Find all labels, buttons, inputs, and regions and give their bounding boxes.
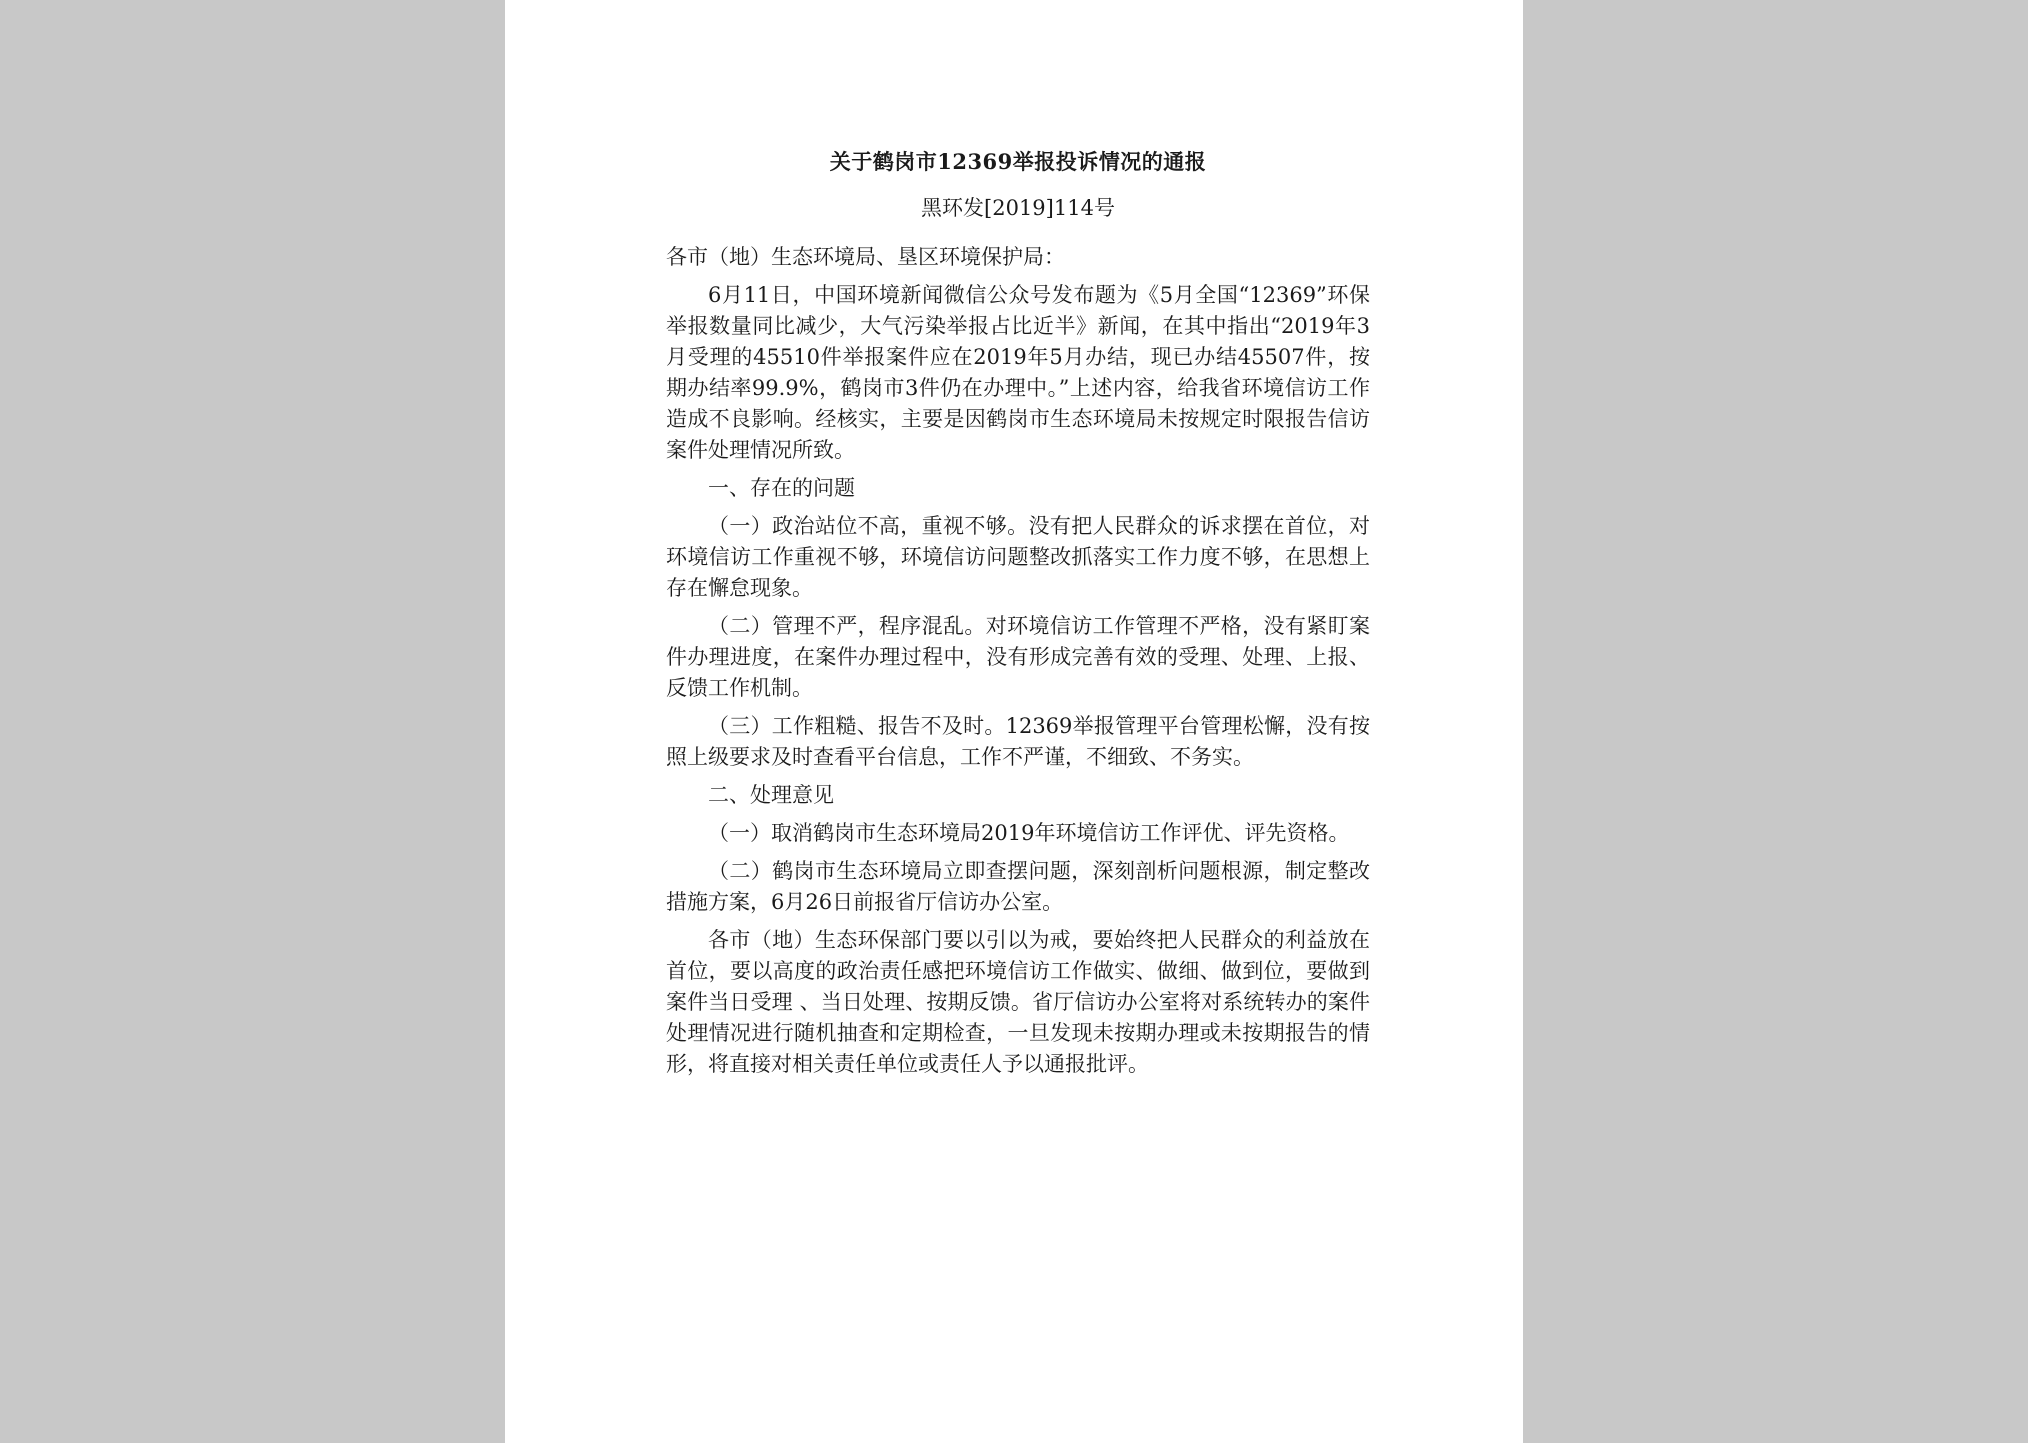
paragraph-problem-3: （三）工作粗糙、报告不及时。12369举报管理平台管理松懈，没有按照上级要求及时查看平台信息，工作不严谨，不细致、不务实。	[666, 714, 1370, 769]
salutation: 各市（地）生态环境局、垦区环境保护局：	[666, 245, 1065, 269]
paragraph-problem-1: （一）政治站位不高，重视不够。没有把人民群众的诉求摆在首位，对环境信访工作重视不够，环境信访问题整改抓落实工作力度不够，在思想上存在懈怠现象。	[666, 514, 1370, 600]
paragraph-closing: 各市（地）生态环保部门要以引以为戒，要始终把人民群众的利益放在首位，要以高度的政治责任感把环境信访工作做实、做细、做到位，要做到案件当日受理 、当日处理、按期反馈。省厅信访办公室将对系统转办的案件处理情况进行随机抽查和定期检查，一旦发现未按期办理或未按期报告的情形，将直接对相关责任单位或责任人予以通报批评。	[666, 928, 1370, 1076]
paragraph-intro: 6月11日，中国环境新闻微信公众号发布题为《5月全国“12369”环保举报数量同比减少，大气污染举报占比近半》新闻，在其中指出“2019年3月受理的45510件举报案件应在2019年5月办结，现已办结45507件，按期办结率99.9%，鹤岗市3件仍在办理中。”上述内容，给我省环境信访工作造成不良影响。经核实，主要是因鹤岗市生态环境局未按规定时限报告信访案件处理情况所致。	[666, 283, 1370, 462]
document-page	[505, 0, 1523, 1443]
section-heading-opinions: 二、处理意见	[708, 783, 834, 807]
paragraph-opinion-2: （二）鹤岗市生态环境局立即查摆问题，深刻剖析问题根源，制定整改措施方案，6月26日前报省厅信访办公室。	[666, 859, 1370, 914]
paragraph-problem-2: （二）管理不严，程序混乱。对环境信访工作管理不严格，没有紧盯案件办理进度，在案件办理过程中，没有形成完善有效的受理、处理、上报、反馈工作机制。	[666, 614, 1370, 700]
paragraph-opinion-1: （一）取消鹤岗市生态环境局2019年环境信访工作评优、评先资格。	[708, 821, 1350, 845]
document-number: 黑环发[2019]114号	[921, 196, 1115, 220]
document-body	[666, 146, 1370, 1080]
section-heading-problems: 一、存在的问题	[708, 476, 855, 500]
document-title: 关于鹤岗市12369举报投诉情况的通报	[829, 149, 1207, 174]
